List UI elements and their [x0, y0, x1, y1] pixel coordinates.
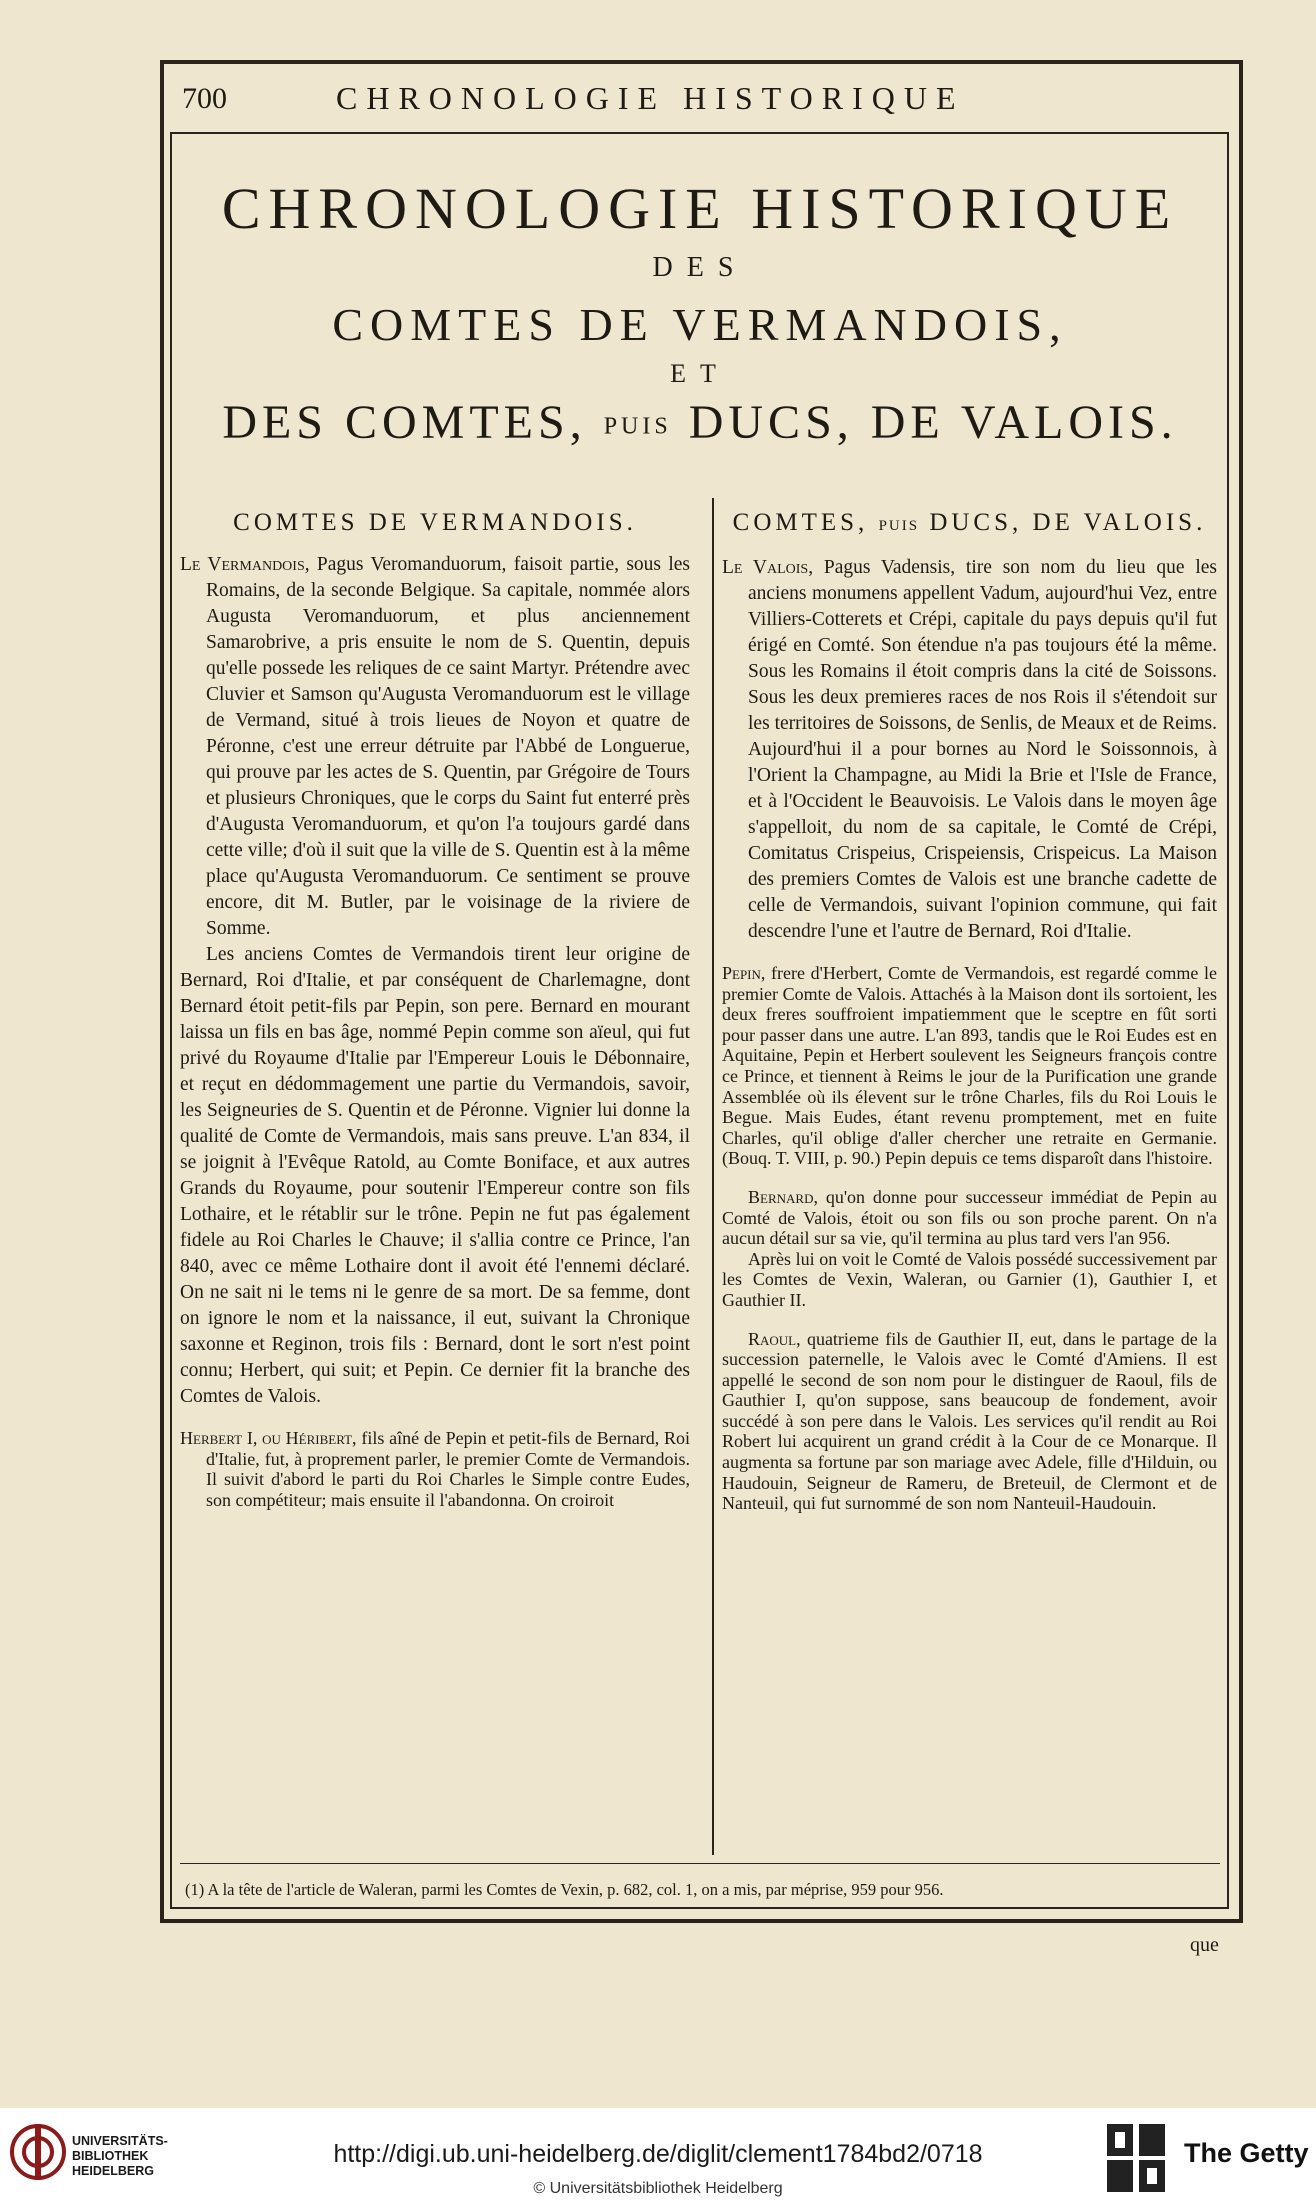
viewer-footer [0, 2108, 1316, 2212]
copyright-notice: © Universitätsbibliothek Heidelberg [533, 2180, 783, 2197]
title-line-5-b: DUCS, DE VALOIS. [688, 396, 1178, 449]
left-column [180, 508, 690, 1510]
right-paragraph-1 [722, 555, 1217, 945]
right-paragraph-2 [722, 963, 1217, 1169]
title-line-3: COMTES DE VERMANDOIS, [332, 299, 1068, 350]
title-line-4: ET [670, 359, 730, 388]
title-line-5-small: PUIS [603, 413, 672, 440]
right-p3-text: , qu'on donne pour successeur immédiat de Pepin au Comté de Valois, étoit ou son fils ou son proche parent. On n'a aucun détail sur sa vie, qu'il termina au plus tard vers l'an 956. [722, 1186, 1217, 1249]
permalink-url[interactable]: http://digi.ub.uni-heidelberg.de/diglit/clement1784bd2/0718 [333, 2140, 983, 2168]
getty-name: The Getty [1184, 2138, 1309, 2168]
library-name-line-3: HEIDELBERG [72, 2164, 154, 2178]
right-column [722, 508, 1217, 1514]
right-heading-a: COMTES, [732, 509, 869, 536]
title-block [180, 170, 1220, 450]
running-title: CHRONOLOGIE HISTORIQUE [336, 80, 965, 116]
right-p2-lead: Pepin [722, 963, 761, 983]
footnote: (1) A la tête de l'article de Waleran, parmi les Comtes de Vexin, p. 682, col. 1, on a mis, par méprise, 959 pour 956. [185, 1880, 944, 1899]
left-p1-text: , Pagus Veromanduorum, faisoit partie, sous les Romains, de la seconde Belgique. Sa capitale, nommée alors Augusta Veromanduorum, et plus anciennement Samarobrive, a pris ensuite le nom de S. Quentin, depuis qu'elle possede les reliques de ce saint Martyr. Prétendre avec Cluvier et Samson qu'Augusta Veromanduorum est le village de Vermand, situé à trois lieues de Noyon et quatre de Péronne, c'est une erreur détruite par l'Abbé de Longuerue, qui prouve par les actes de S. Quentin, par Grégoire de Tours et plusieurs Chroniques, que le corps du Saint fut enterré près d'Augusta Veromanduorum, et qu'on l'a toujours gardé dans cette ville; d'où il suit que la ville de S. Quentin est à la même place qu'Augusta Veromanduorum. Ce sentiment se prouve encore, dit M. Butler, par le voisinage de la riviere de Somme. [206, 554, 690, 939]
column-divider [712, 498, 714, 1855]
left-p3-text: , fils aîné de Pepin et petit-fils de Bernard, Roi d'Italie, fut, à proprement parler, le premier Comte de Vermandois. Il suivit d'abord le parti du Roi Charles le Simple contre Eudes, son compétiteur; mais ensuite il l'abandonna. On croiroit [206, 1428, 690, 1510]
left-paragraph-3 [180, 1428, 690, 1510]
left-paragraph-1 [180, 552, 690, 942]
library-name-line-2: BIBLIOTHEK [72, 2149, 149, 2163]
title-line-1: CHRONOLOGIE HISTORIQUE [221, 176, 1179, 241]
right-paragraph-3 [722, 1187, 1217, 1249]
right-paragraph-5 [722, 1329, 1217, 1514]
right-p1-lead: Le Valois [722, 557, 809, 578]
right-column-heading [722, 510, 1217, 539]
left-column-heading: COMTES DE VERMANDOIS. [233, 509, 637, 536]
right-p5-text: , quatrieme fils de Gauthier II, eut, dans le partage de la succession paternelle, le Valois avec le Comté d'Amiens. Il est appellé le second de son nom pour le distinguer de Raoul, fils de Gauthier I, qu'on suppose, sans beaucoup de fondement, avoir succédé à son pere dans le Valois. Les services qu'il rendit au Roi Robert lui acquirent un grand crédit à la Cour de ce Monarque. Il augmenta sa fortune par son mariage avec Adele, fille d'Hilduin, ou Haudouin, Seigneur de Rameru, de Breteuil, de Clermont et de Nanteuil, qui fut surnommé de son nom Nanteuil-Haudouin. [722, 1328, 1217, 1514]
page-number: 700 [182, 82, 227, 115]
left-p3-lead: Herbert I, ou Héribert [180, 1428, 353, 1448]
right-paragraph-4: Après lui on voit le Comté de Valois possédé successivement par les Comtes de Vexin, Waleran, ou Garnier (1), Gauthier I, et Gauthier II. [722, 1248, 1217, 1310]
left-p1-lead: Le Vermandois [180, 554, 305, 575]
right-heading-b: DUCS, DE VALOIS. [929, 509, 1207, 536]
running-head [176, 78, 1216, 122]
footnote-rule [180, 1863, 1220, 1864]
right-p1-text: , Pagus Vadensis, tire son nom du lieu que les anciens monumens appellent Vadum, aujourd'hui Vez, entre Villiers-Cotterets et Crépi, capitale du pays depuis qu'il fut érigé en Comté. Son étendue n'a pas toujours été la même. Sous les Romains il étoit compris dans la cité de Soissons. Sous les deux premieres races de nos Rois il s'étendoit sur les territoires de Soissons, de Senlis, de Meaux et de Reims. Aujourd'hui il a pour bornes au Nord le Soissonnois, à l'Orient la Champagne, au Midi la Brie et l'Isle de France, et à l'Occident le Beauvoisis. Le Valois dans le moyen âge s'appelloit, du nom de sa capitale, le Comté de Crépi, Comitatus Crispeius, Crispeiensis, Crispeicus. La Maison des premiers Comtes de Valois est une branche cadette de celle de Vermandois, suivant l'opinion commune, qui fait descendre l'une et l'autre de Bernard, Roi d'Italie. [748, 557, 1217, 942]
right-heading-small: PUIS [878, 518, 920, 534]
title-line-2: DES [652, 252, 748, 283]
right-p2-text: , frere d'Herbert, Comte de Vermandois, est regardé comme le premier Comte de Valois. Attachés à la Maison dont ils sortoient, les deux freres souffroient impatiemment que le sceptre en fût sorti pour passer dans une autre. L'an 893, tandis que le Roi Eudes est en Aquitaine, Pepin et Herbert soulevent les Seigneurs françois contre ce Prince, et tiennent à Reims le jour de la Purification une grande Assemblée où ils élevent sur le trône Charles, fils du Roi Louis le Begue. Mais Eudes, étant revenu promptement, met en fuite Charles, qu'il oblige d'aller chercher une retraite en Germanie. (Bouq. T. VIII, p. 90.) Pepin depuis ce tems disparoît dans l'histoire. [722, 963, 1217, 1169]
catchword: que [1190, 1934, 1219, 1956]
title-line-5 [180, 395, 1220, 450]
getty-logo-icon [1105, 2122, 1167, 2194]
title-line-5-a: DES COMTES, [222, 396, 587, 449]
right-p5-lead: Raoul [748, 1328, 797, 1349]
right-p3-lead: Bernard [748, 1186, 814, 1207]
left-paragraph-2: Les anciens Comtes de Vermandois tirent leur origine de Bernard, Roi d'Italie, et par conséquent de Charlemagne, dont Bernard étoit petit-fils par Pepin, son pere. Bernard en mourant laissa un fils en bas âge, nommé Pepin comme son aïeul, qui fut privé du Royaume d'Italie par l'Empereur Louis le Débonnaire, et reçut en dédommagement une partie du Vermandois, savoir, les Seigneuries de S. Quentin et de Péronne. Vignier lui donne la qualité de Comte de Vermandois, mais sans preuve. L'an 834, il se joignit à l'Evêque Ratold, au Comte Boniface, et aux autres Grands du Royaume, pour soutenir l'Empereur contre son fils Lothaire, et le rétablir sur le trône. Pepin ne fut pas également fidele au Roi Charles le Chauve; il s'allia contre ce Prince, l'an 840, avec ce même Lothaire dont il avoit été l'ennemi déclaré. On ne sait ni le tems ni le genre de sa mort. De sa femme, dont on ignore le nom et la naissance, il eut, suivant la Chronique saxonne et Reginon, trois fils : Bernard, dont le sort n'est point connu; Herbert, qui suit; et Pepin. Ce dernier fit la branche des Comtes de Valois. [180, 944, 690, 1407]
library-name-line-1: UNIVERSITÄTS- [72, 2134, 168, 2148]
